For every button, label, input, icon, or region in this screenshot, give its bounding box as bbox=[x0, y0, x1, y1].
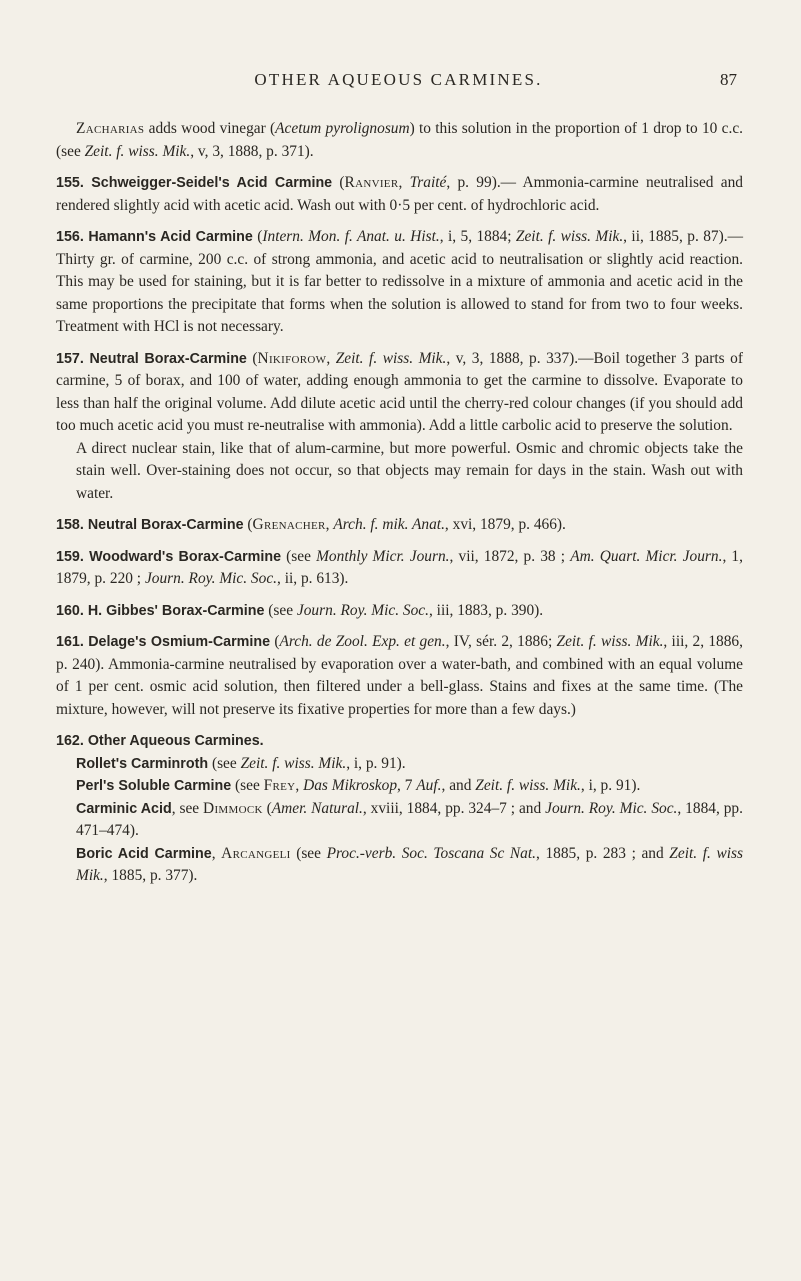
text-run: , i, p. 91). bbox=[580, 777, 641, 794]
entry-heading: Neutral Borax-Carmine bbox=[89, 350, 247, 367]
text-run: , i, p. 91). bbox=[346, 754, 406, 772]
citation-title: Proc.-verb. Soc. Toscana Sc Nat. bbox=[326, 844, 536, 862]
text-run: , bbox=[211, 844, 222, 862]
author-name: Nikiforow bbox=[257, 349, 327, 367]
author-name: Ranvier bbox=[344, 174, 399, 191]
entry-heading: Other Aqueous Carmines. bbox=[87, 733, 264, 749]
text-run: , v, 3, 1888, p. 337).—Boil together 3 parts of carmine, 5 of borax, and 100 of water, adding enough ammonia to get the carmine to dissolve. Evaporate to less than half the original volume. Add dilute acetic acid until the cherry-red colour changes (if you should add too much acetic acid you must re-neutralise with ammonia). Add a little carbolic acid to preserve the solution. bbox=[56, 349, 743, 434]
citation-title: Journ. Roy. Mic. Soc. bbox=[144, 570, 278, 587]
paragraph-161 bbox=[56, 631, 743, 721]
entry-heading: H. Gibbes' Borax-Carmine bbox=[87, 602, 265, 619]
paragraph-155 bbox=[56, 172, 743, 217]
text-run: , bbox=[325, 516, 334, 533]
citation-title: Zeit. f. wiss. Mik. bbox=[84, 142, 191, 160]
text-run: , iii, 2, 1886, p. 240). Ammonia-carmine neutralised by evaporation over a water-bath, and combined with an equal volume of 1 per cent. osmic acid solution, then filtered under a bell-glass. Stains and fixes at the same time. (The mixture, however, will not preserve its fixative properties for more than a few days.) bbox=[56, 633, 743, 718]
text-run: , iii, 1883, p. 390). bbox=[428, 601, 544, 619]
paragraph-162c bbox=[56, 798, 743, 843]
text-run: (see bbox=[281, 547, 317, 565]
citation-title: Traité bbox=[409, 174, 447, 191]
text-run: (see bbox=[264, 601, 297, 619]
citation-title: Journ. Roy. Mic. Soc. bbox=[296, 601, 429, 619]
entry-number: 155. bbox=[56, 175, 92, 191]
entry-heading: Boric Acid Carmine bbox=[76, 845, 212, 862]
text-run: , ii, 1885, p. 87).—Thirty gr. of carmine, 200 c.c. of strong ammonia, and acetic acid to neutralisation or slightly acid reaction. This may be used for staining, but it is far better to redissolve in a mixture of ammonia and acetic acid in the same proportions the precipitate that forms when the solution is allowed to stand for from two to four weeks. Treatment with HCl is not necessary. bbox=[56, 228, 743, 335]
entry-heading: Rollet's Carminroth bbox=[76, 755, 209, 772]
author-name: Zacharias bbox=[76, 120, 145, 137]
entry-heading: Hamann's Acid Carmine bbox=[88, 229, 253, 245]
citation-title: Das Mikroskop bbox=[303, 777, 398, 794]
entry-number: 162. bbox=[56, 733, 88, 749]
citation-title: Zeit. f. wiss Mik. bbox=[76, 844, 743, 884]
entry-number: 158. bbox=[56, 517, 88, 533]
text-run: A direct nuclear stain, like that of alum-carmine, but more powerful. Osmic and chromic objects take the stain well. Over-staining does not occur, so that objects may remain for days in the stain. Wash out with water. bbox=[76, 439, 743, 502]
text-run: , 7 bbox=[397, 777, 417, 794]
author-name: Frey bbox=[263, 777, 296, 794]
paragraph-162b bbox=[56, 775, 743, 798]
paragraph-162a bbox=[56, 753, 743, 776]
citation-title: Amer. Natural. bbox=[271, 799, 363, 817]
author-name: Dimmock bbox=[203, 799, 263, 817]
text-run: ( bbox=[246, 349, 258, 367]
author-name: Arcangeli bbox=[221, 844, 291, 862]
paragraph-intro bbox=[56, 118, 743, 163]
citation-title: Arch. de Zool. Exp. et gen. bbox=[279, 633, 446, 650]
text-run: , p. 99).— Ammonia-carmine neutralised and rendered slightly acid with acetic acid. Wash out with 0·5 per cent. of hydrochloric acid. bbox=[56, 174, 743, 214]
text-run: , 1885, p. 283 ; and bbox=[536, 844, 670, 862]
running-head bbox=[56, 70, 741, 94]
entry-number: 159. bbox=[56, 548, 90, 565]
citation-title: Am. Quart. Micr. Journ. bbox=[570, 547, 723, 565]
running-title: OTHER AQUEOUS CARMINES. bbox=[254, 70, 543, 89]
page-number: 87 bbox=[720, 70, 737, 89]
text-run: ( bbox=[252, 228, 263, 245]
text-run: ( bbox=[270, 633, 280, 650]
text-run: , 1885, p. 377). bbox=[103, 867, 198, 884]
citation-title: Zeit. f. wiss. Mik. bbox=[335, 349, 447, 367]
text-run: (see bbox=[231, 777, 264, 794]
entry-heading: Delage's Osmium-Carmine bbox=[88, 634, 271, 650]
text-run: , IV, sér. 2, 1886; bbox=[445, 633, 557, 650]
entry-heading: Perl's Soluble Carmine bbox=[76, 778, 232, 794]
text-run: , 1, 1879, p. 220 ; bbox=[56, 547, 743, 587]
citation-title: Zeit. f. wiss. Mik. bbox=[556, 633, 664, 650]
author-name: Grenacher bbox=[252, 516, 326, 533]
paragraph-156 bbox=[56, 226, 743, 339]
paragraph-162 bbox=[56, 730, 743, 753]
entry-heading: Schweigger-Seidel's Acid Carmine bbox=[91, 175, 333, 191]
paragraph-157 bbox=[56, 348, 743, 438]
paragraph-160 bbox=[56, 600, 743, 623]
entry-number: 156. bbox=[56, 229, 89, 245]
text-run: ) to this solution in the proportion of 1 drop to 10 c.c. (see bbox=[56, 120, 743, 160]
text-run: ( bbox=[332, 174, 345, 191]
citation-title: Arch. f. mik. Anat. bbox=[333, 516, 445, 533]
citation-title: Zeit. f. wiss. Mik. bbox=[240, 754, 347, 772]
citation-title: Auf. bbox=[416, 777, 442, 794]
paragraph-159 bbox=[56, 546, 743, 591]
text-run: , v, 3, 1888, p. 371). bbox=[190, 142, 314, 160]
text-run: , 1884, pp. 471–474). bbox=[76, 799, 743, 839]
text-run: , xvi, 1879, p. 466). bbox=[444, 516, 566, 533]
text-run: , bbox=[398, 174, 410, 191]
text-run: (see bbox=[290, 844, 327, 862]
citation-title: Journ. Roy. Mic. Soc. bbox=[545, 799, 678, 817]
paragraph-157b bbox=[56, 438, 743, 506]
text-run: ( bbox=[262, 799, 272, 817]
entry-number: 157. bbox=[56, 350, 90, 367]
entry-number: 160. bbox=[56, 602, 88, 619]
entry-heading: Woodward's Borax-Carmine bbox=[89, 548, 282, 565]
text-run: (see bbox=[208, 754, 241, 772]
entry-heading: Neutral Borax-Carmine bbox=[87, 517, 244, 533]
text-run: , ii, p. 613). bbox=[277, 570, 349, 587]
citation-title: Intern. Mon. f. Anat. u. Hist. bbox=[262, 228, 440, 245]
text-run: , bbox=[326, 349, 336, 367]
text-run: , xviii, 1884, pp. 324–7 ; and bbox=[362, 799, 546, 817]
entry-number: 161. bbox=[56, 634, 89, 650]
citation-title: Monthly Micr. Journ. bbox=[316, 547, 450, 565]
page-body bbox=[56, 118, 743, 888]
text-run: , and bbox=[441, 777, 476, 794]
text-run: , see bbox=[171, 799, 204, 817]
text-run: , vii, 1872, p. 38 ; bbox=[449, 547, 571, 565]
citation-title: Zeit. f. wiss. Mik. bbox=[515, 228, 624, 245]
text-run: , bbox=[295, 777, 304, 794]
text-run: , i, 5, 1884; bbox=[439, 228, 516, 245]
citation-title: Zeit. f. wiss. Mik. bbox=[475, 777, 581, 794]
paragraph-162d bbox=[56, 843, 743, 888]
text-run: ( bbox=[243, 516, 253, 533]
text-run: adds wood vinegar ( bbox=[144, 120, 276, 137]
citation-title: Acetum pyrolignosum bbox=[275, 120, 410, 137]
entry-heading: Carminic Acid bbox=[76, 800, 172, 817]
paragraph-158 bbox=[56, 514, 743, 537]
